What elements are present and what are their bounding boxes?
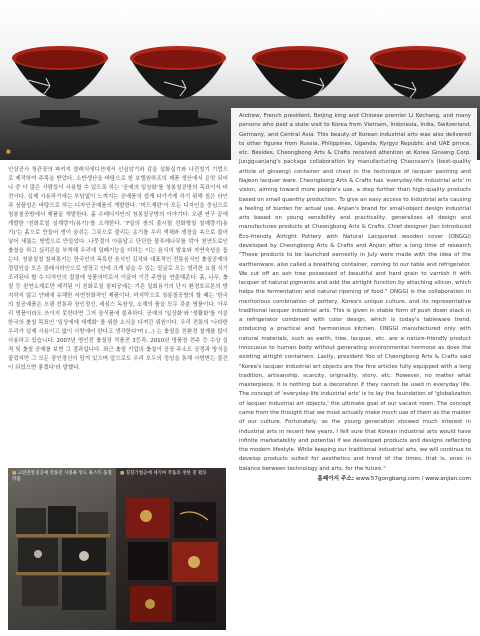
- photo-caption-text: 고전전통칠공예 작품전 시종용 밍도 휴스트 옻칠 작품: [12, 471, 112, 482]
- contact-label: 홈페이지 주소:: [317, 475, 355, 482]
- photo-caption: [12, 471, 116, 483]
- contact-url[interactable]: www.57gongbang.com / www.anjian.com: [355, 475, 471, 482]
- korean-article-text: 인삼공사 청관장의 파키지 클래식에디션에서 선심암기와 감을 실화실기와 나전칠기 기법으로 제작하여 주목을 받았다. 소반생산을 바탕으로 한 호텔원하프의 제품 생산에서 은맛 되어나 중 더 많은 사람들이 사용할 수 있도록 하는 '공예의 일상화'를 청봉칠공방의 목표이자 비전이다. 실제 사용하기에는 부담없이 느껴지는 공예품의 쉽게 다가가게 하기 위해 칠은 라인과 심플성은 바탕으로 하는 디자인공예품의 개발한다. '머드재판'이 모든 디자인을 중심으로 청봉칠공방에서 제품을 개발한다. 흙 수레디자인의 청봉칠공방의 이야기다. 오랜 연구 끝에 개발한 '친화로칠 실계량기(용기)'를 소개한다. '7일의 창의 출시될 친화형칠 칠예량기(용기)'는 흙으로 만들어 생이 숨쉬는 그릇으로 불리는 옹기를 우리 색채와 생장을 속으로 불어넣어 새롭는 방법으로 만들었다. 나뭇결이 아름답고 단단한 물푸레나무를 깎아 천연도료인 옻칠을 하고 실리콘을 부착해 우리에 밀폐기능을 더하는 이는 음식의 발효와 자연숙성을 돕는다. 청봉칠칠 칠피통기는 한국인의 독특한 음식인 김치와 대표적인 전통음식인 옻칠공예의 정밀인을 모은 클래식라인으로 냉장고 안에 크게 넣을 수 있는 얼굴로 오는 영리한 요점 식기 조리된다 할 수 디자인의 접점에 상품의미로서 이끌어 기간 주방을 연출해준다. 흙, 나무, 옻칠 등 천연소재로만 제작된 이 친화로칠 칠피공예는 기존 일회용기의 단시 환경호르몬의 방지하지 않고 안돼에 유해한 자연천화적인 제품이다. 마지막으로 청봉칠공방의 할 때는 '한국의 칠공예품은 오랜 전통과 장인정신, 세심스 독창성, 소재의 품을 모두 갖춘 명품이다. 아무리 명품이라도 쓰이지 못한다면 그저 장식품에 불과하다. 공예의 '일상화'와 '생활화'를 이룬 한국의 옻칠 목표인 '일상에에 세계화' 를 위한 소식을 다져간 위원이다. 우리 전통의 '나라한 우리가 실제 사용이고 없이 사랑에어 한다고 생각한다'며 (...) 는 옻칠을 친환경 칠계를 많이 사용하고 있습니다. 2007년 명인전 옻칠장 작품전 3등과, 2010년 명품장 전주 등 수상 실적 및 옻칠 공예를 보면 그 결과입니다. 최근 옻칠 기업의 옻칠이 공장 주소도 공정과 방식을 줄었지만 그 모든 장인정신이 담겨 있으며 앞으로도 우리 모두의 정성을 통해 사랑받는 물건이 되었으면 좋겠다'라 말했다.: [8, 167, 228, 371]
- photo-caption: [120, 471, 224, 477]
- lacquer-bowl-image: [124, 40, 232, 128]
- english-article-box: [231, 108, 477, 624]
- caption-marker: ■: [120, 471, 125, 476]
- caption-marker: ■: [12, 471, 17, 476]
- photo-caption-text: 칠칠기법공예 세기마 작품의 정한 칠 활동: [125, 471, 207, 476]
- hero-caption-text: 동월내만 청잔세트: [12, 149, 53, 155]
- lacquer-bowl-image: [6, 40, 114, 128]
- product-photo-lacquerware: [116, 468, 226, 630]
- english-article-text: Andrew, French president, Beijing king and Chinese premier Li Kechang, and many persons who paid a state visit to Korea from Vietnam, Indonesia, India, Switzerland, Germany, and Central Asia. This beauty of Korean industrial arts was also delivered to other figures from Russia, Philippines, Uganda, Kyrgyz Republic and UAE prince, etc. Besides, Cheongbong Arts & Crafts received attention at Korea Ginseng Corp. Jungguanjang's package collaboration by manufacturing Cheonsam's (best-quality article of ginseng) container and chest in the technique of lacquer painting and Najeon lacquer ware. Cheongbong Arts & Crafts has 'everyday-life industrial arts' in vision, aiming toward more people's use, a step further than high-quality products based on small quantity production. To give an easy access to industrial arts causing a feeling of burden for actual use, Anjian's brand for small-object design industrial arts based on young sensibility and practicality, generalizes all design and manufactures products at Cheongbong Arts & Crafts. Chief designer Jian introduced Eco-friendly Airtight Pottery with Natural Lacquered wooden cover (ONGGI) developed by Cheongbong Arts & Crafts and Anjian after a long time of research "These products to be launched earnestly in July were made with the idea of the earthenware, also called a breathing container, coming to our table and refrigerator. We cut off an ash tree possessed of beautiful and hard grain to varnish it with lacquer of natural pigments and add the airtight function by attaching silicon, which helps the fermentation and natural ripening of food." ONGGI is the collaboration in meritorious combination of pottery, Korea's unique culture, and its representative traditional lacquer industrial arts. This is given in stable form of push down stack in a refrigerator combined with color design, which is today's tableware trend, producing a practical and harmonious kitchen. ONGGI manufactured only with natural materials, such as earth, tree, lacquer, etc. are a nature-friendly product innocuous to human body without generating environmental hormone as does the existing airtight containers. Lastly, president Yoo of Cheongbong Arts & Crafts said "Korea's lacquer industrial art objects are the fine articles fully equipped with a long tradition, artisanship, scarcity, originality, story, etc. However, no matter what masterpiece, it is nothing but a decoration if they cannot be used in everyday life. The concept of 'everyday-life industrial arts' is to lay the foundation of 'globalization of lacquer industrial art objects,' the ultimate goal of our vacant room. The concept came from the thought that we must actually make much use of them as the master of our culture. Fortunately, as the young generation showed much interest in industrial arts in recent few years, I felt sure that Korean industrial arts would have infinite marketability and potential if we developed products and designs reflecting the modern lifestyle. While keeping our traditional industrial arts, we will continue to develop products suited for aesthetics and trend of the times, that is, ones in balance between technology and arts, for the future.": [239, 113, 471, 472]
- contact-line: [239, 475, 471, 484]
- hero-caption: [6, 148, 53, 155]
- product-photo-onggi: [8, 468, 118, 630]
- caption-marker: ■: [6, 149, 11, 155]
